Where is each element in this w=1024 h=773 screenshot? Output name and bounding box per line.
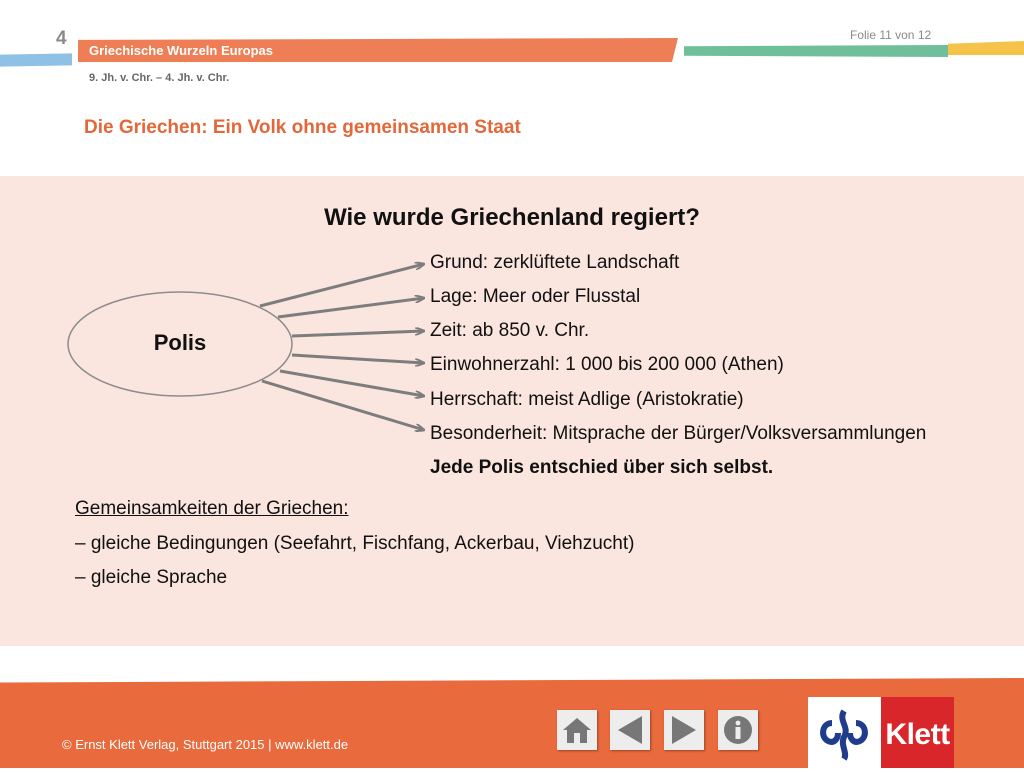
- header-stripe-yellow: [948, 41, 1024, 55]
- series-title: Griechische Wurzeln Europas: [89, 43, 273, 58]
- common-heading: Gemeinsamkeiten der Griechen:: [75, 498, 349, 519]
- info-icon: [722, 714, 754, 746]
- attribute-herrschaft: Herrschaft: meist Adlige (Aristokratie): [430, 389, 744, 410]
- slide-title: Die Griechen: Ein Volk ohne gemeinsamen Staat: [84, 117, 521, 138]
- common-item: – gleiche Sprache: [75, 567, 228, 588]
- header-stripe-green: [684, 45, 948, 57]
- arrow-2: [278, 298, 424, 317]
- info-button[interactable]: [718, 710, 758, 750]
- klett-emblem-icon: [808, 697, 881, 768]
- header-stripe-blue: [0, 53, 72, 66]
- previous-slide-button[interactable]: [610, 710, 650, 750]
- polis-label: Polis: [153, 330, 207, 355]
- conclusion-text: Jede Polis entschied über sich selbst.: [430, 457, 774, 478]
- copyright-text: © Ernst Klett Verlag, Stuttgart 2015 | www.klett.de: [62, 737, 349, 752]
- arrow-4: [292, 355, 424, 363]
- klett-logo-text: Klett: [885, 718, 950, 751]
- slide-heading: Wie wurde Griechenland regiert?: [324, 204, 700, 231]
- period-label: 9. Jh. v. Chr. – 4. Jh. v. Chr.: [89, 72, 230, 84]
- attribute-lage: Lage: Meer oder Flusstal: [430, 286, 641, 307]
- slide-counter: Folie 11 von 12: [850, 28, 932, 42]
- attribute-zeit: Zeit: ab 850 v. Chr.: [430, 320, 590, 341]
- next-icon: [668, 714, 700, 746]
- home-icon: [561, 715, 593, 745]
- previous-icon: [614, 714, 646, 746]
- arrow-3: [292, 331, 424, 336]
- arrow-6: [262, 381, 424, 430]
- next-slide-button[interactable]: [664, 710, 704, 750]
- attribute-grund: Grund: zerklüftete Landschaft: [430, 252, 680, 273]
- attribute-einwohnerzahl: Einwohnerzahl: 1 000 bis 200 000 (Athen): [430, 354, 784, 375]
- chapter-number: 4: [56, 28, 67, 49]
- attribute-besonderheit: Besonderheit: Mitsprache der Bürger/Volksversammlungen: [430, 423, 927, 444]
- common-item: – gleiche Bedingungen (Seefahrt, Fischfang, Ackerbau, Viehzucht): [75, 533, 635, 554]
- home-button[interactable]: [557, 710, 597, 750]
